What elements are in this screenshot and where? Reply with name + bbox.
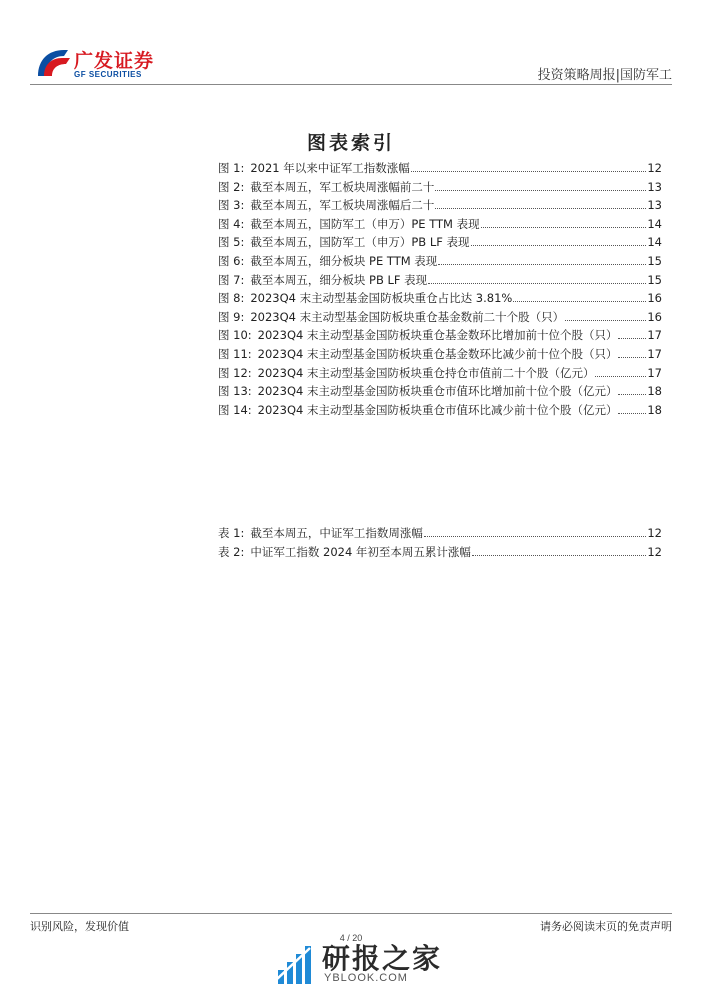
toc-entry-number: 图 3: xyxy=(218,198,245,213)
toc-entry-page: 15 xyxy=(647,272,662,287)
watermark-text-cn: 研报之家 xyxy=(322,942,443,975)
footer-slogan: 识别风险，发现价值 xyxy=(30,920,129,933)
toc-entry-page: 13 xyxy=(647,179,662,194)
toc-entry-page: 17 xyxy=(647,328,662,343)
toc-entry-number: 图 13: xyxy=(218,384,252,399)
logo-text-cn: 广发证券 xyxy=(74,50,155,72)
toc-entry-page: 12 xyxy=(647,544,662,559)
toc-entry-page: 12 xyxy=(647,161,662,175)
toc-entry-number: 图 4: xyxy=(218,216,245,231)
toc-leader-dots xyxy=(424,527,647,537)
toc-entry-title: 2023Q4 末主动型基金国防板块重仓基金数环比减少前十位个股（只） xyxy=(257,346,618,361)
toc-leader-dots xyxy=(618,329,646,339)
figure-entry[interactable] xyxy=(218,365,662,384)
toc-leader-dots xyxy=(428,274,646,284)
toc-entry-number: 图 8: xyxy=(218,291,245,306)
toc-entry-page: 17 xyxy=(647,346,662,361)
toc-entry-number: 表 1: xyxy=(218,526,245,540)
toc-entry-title: 2023Q4 末主动型基金国防板块重仓占比达 3.81% xyxy=(250,291,513,306)
toc-entry-title: 截至本周五，国防军工（申万）PE TTM 表现 xyxy=(250,216,480,231)
header-divider xyxy=(30,84,672,85)
toc-entry-title: 截至本周五，国防军工（申万）PB LF 表现 xyxy=(250,235,470,250)
page-number: 4 / 20 xyxy=(339,933,363,943)
figure-entry[interactable] xyxy=(218,253,662,272)
footer-disclaimer-note: 请务必阅读末页的免责声明 xyxy=(540,920,672,933)
toc-entry-page: 16 xyxy=(647,309,662,324)
figure-entry[interactable] xyxy=(218,234,662,253)
toc-entry-title: 2023Q4 末主动型基金国防板块重仓市值环比减少前十位个股（亿元） xyxy=(257,402,618,417)
toc-leader-dots xyxy=(595,367,646,377)
figure-entry[interactable] xyxy=(218,179,662,198)
toc-entry-title: 中证军工指数 2024 年初至本周五累计涨幅 xyxy=(250,544,471,559)
figure-entry[interactable] xyxy=(218,197,662,216)
toc-entry-title: 截至本周五，细分板块 PE TTM 表现 xyxy=(250,253,438,268)
toc-entry-title: 2021 年以来中证军工指数涨幅 xyxy=(250,161,410,175)
table-entry[interactable] xyxy=(218,525,662,544)
toc-entry-number: 图 11: xyxy=(218,346,252,361)
toc-leader-dots xyxy=(411,162,647,172)
footer-divider xyxy=(30,913,672,914)
table-entry[interactable] xyxy=(218,544,662,563)
figure-entry[interactable] xyxy=(218,290,662,309)
toc-entry-page: 16 xyxy=(647,291,662,306)
toc-entry-page: 15 xyxy=(647,253,662,268)
toc-entry-title: 2023Q4 末主动型基金国防板块重仓基金数前二十个股（只） xyxy=(250,309,565,324)
toc-leader-dots xyxy=(471,236,647,246)
toc-title: 图表索引 xyxy=(306,132,395,154)
toc-entry-number: 图 9: xyxy=(218,309,245,324)
figure-entry[interactable] xyxy=(218,402,662,421)
toc-leader-dots xyxy=(435,181,646,191)
toc-entry-title: 2023Q4 末主动型基金国防板块重仓市值环比增加前十位个股（亿元） xyxy=(257,384,618,399)
toc-entry-title: 截至本周五，军工板块周涨幅前二十 xyxy=(250,179,435,194)
toc-entry-number: 图 10: xyxy=(218,328,252,343)
toc-entry-number: 图 5: xyxy=(218,235,245,250)
toc-entry-page: 12 xyxy=(647,526,662,540)
toc-leader-dots xyxy=(618,404,646,414)
figure-entry[interactable] xyxy=(218,216,662,235)
table-index xyxy=(218,525,662,562)
toc-leader-dots xyxy=(513,292,646,302)
toc-entry-title: 截至本周五，细分板块 PB LF 表现 xyxy=(250,272,428,287)
toc-entry-title: 2023Q4 末主动型基金国防板块重仓持仓市值前二十个股（亿元） xyxy=(257,365,595,380)
toc-entry-number: 图 2: xyxy=(218,179,245,194)
report-type: 投资策略周报|国防军工 xyxy=(537,68,672,83)
page-header xyxy=(0,0,702,88)
toc-entry-title: 截至本周五，中证军工指数周涨幅 xyxy=(250,526,423,540)
toc-leader-dots xyxy=(618,348,646,358)
toc-entry-number: 图 14: xyxy=(218,402,252,417)
toc-leader-dots xyxy=(438,255,646,265)
toc-entry-number: 表 2: xyxy=(218,544,245,559)
toc-leader-dots xyxy=(481,218,647,228)
toc-leader-dots xyxy=(565,311,646,321)
toc-entry-page: 14 xyxy=(647,216,662,231)
figure-entry[interactable] xyxy=(218,309,662,328)
toc-entry-number: 图 6: xyxy=(218,253,245,268)
toc-leader-dots xyxy=(435,199,646,209)
toc-leader-dots xyxy=(472,546,646,556)
logo-text-en: GF SECURITIES xyxy=(74,70,142,79)
figure-entry[interactable] xyxy=(218,160,662,179)
toc-entry-page: 13 xyxy=(647,198,662,213)
toc-entry-page: 14 xyxy=(647,235,662,250)
toc-leader-dots xyxy=(618,385,646,395)
toc-entry-page: 18 xyxy=(647,402,662,417)
toc-entry-number: 图 12: xyxy=(218,365,252,380)
toc-entry-title: 截至本周五，军工板块周涨幅后二十 xyxy=(250,198,435,213)
figure-entry[interactable] xyxy=(218,327,662,346)
toc-entry-page: 17 xyxy=(647,365,662,380)
watermark-text-en: YBLOOK.COM xyxy=(324,972,408,984)
figure-entry[interactable] xyxy=(218,383,662,402)
toc-entry-title: 2023Q4 末主动型基金国防板块重仓基金数环比增加前十位个股（只） xyxy=(257,328,618,343)
toc-entry-number: 图 7: xyxy=(218,272,245,287)
figure-entry[interactable] xyxy=(218,346,662,365)
toc-entry-number: 图 1: xyxy=(218,161,245,175)
figure-entry[interactable] xyxy=(218,272,662,291)
toc-entry-page: 18 xyxy=(647,384,662,399)
figure-index xyxy=(218,160,662,420)
